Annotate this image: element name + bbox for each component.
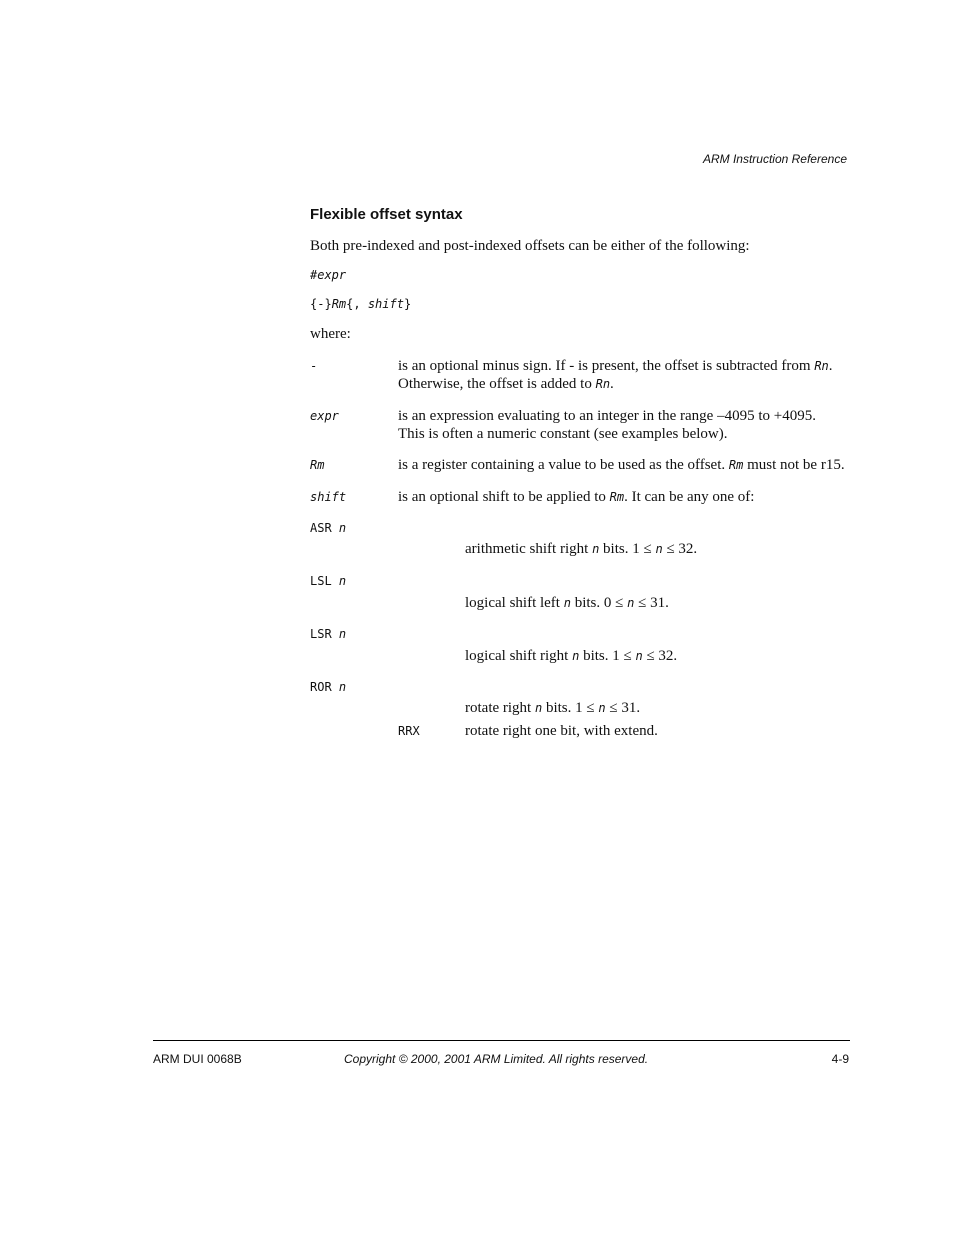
desc-text: . It can be any one of: <box>624 489 755 505</box>
syntax-open: {-} <box>310 297 332 311</box>
desc-text: arithmetic shift right <box>465 541 593 557</box>
desc-text: bits. 0 ≤ <box>570 595 628 611</box>
desc-text: ≤ 31. <box>605 700 641 716</box>
desc-text: is an optional shift to be applied to <box>398 489 610 505</box>
code-rm: Rm <box>728 458 744 472</box>
footer-divider <box>153 1040 850 1041</box>
var-n: n <box>635 649 643 663</box>
shift-n: n <box>338 521 347 535</box>
desc-minus <box>398 357 850 393</box>
desc-text: . <box>828 358 833 374</box>
desc-text: bits. 1 ≤ <box>542 700 599 716</box>
var-n: n <box>534 701 543 715</box>
desc-text: logical shift right <box>465 648 573 664</box>
term-shift: shift <box>310 490 347 504</box>
desc-rm <box>398 456 858 474</box>
desc-text: is a register containing a value to be used as the offset. <box>398 457 729 473</box>
var-n: n <box>592 542 600 556</box>
footer-page-number: 4-9 <box>831 1052 849 1066</box>
var-n: n <box>598 701 606 715</box>
shift-asr-desc <box>465 540 697 558</box>
intro-paragraph: Both pre-indexed and post-indexed offsets can be either of the following: <box>310 238 750 254</box>
var-n: n <box>563 596 571 610</box>
shift-ror-op <box>310 680 346 694</box>
section-heading: Flexible offset syntax <box>310 206 463 223</box>
shift-lsl-op <box>310 574 346 588</box>
desc-text: is an optional minus sign. If - is present, the offset is subtracted from <box>398 358 815 374</box>
syntax-rm: Rm <box>331 297 347 311</box>
term-minus: - <box>310 359 318 373</box>
desc-minus-line1 <box>398 357 850 375</box>
shift-n: n <box>338 574 347 588</box>
desc-text: ≤ 32. <box>662 541 698 557</box>
term-rm: Rm <box>310 458 325 472</box>
shift-rrx-desc: rotate right one bit, with extend. <box>465 723 658 739</box>
desc-text: must not be r15. <box>743 457 845 473</box>
desc-text: Otherwise, the offset is added to <box>398 376 596 392</box>
syntax-register <box>310 297 411 311</box>
running-header: ARM Instruction Reference <box>702 152 847 166</box>
desc-text: . <box>610 376 614 392</box>
desc-minus-line2 <box>398 375 850 393</box>
shift-lsl-desc <box>465 594 669 612</box>
desc-text: ≤ 31. <box>634 595 669 611</box>
desc-text: rotate right <box>465 700 535 716</box>
shift-lsr-op <box>310 627 346 641</box>
shift-n: n <box>338 680 347 694</box>
shift-n: n <box>338 627 347 641</box>
shift-op: ROR <box>310 680 332 694</box>
shift-asr-op <box>310 521 346 535</box>
footer-doc-id: ARM DUI 0068B <box>153 1052 242 1066</box>
desc-text: bits. 1 ≤ <box>599 541 656 557</box>
where-label: where: <box>310 326 351 342</box>
shift-ror-desc <box>465 699 640 717</box>
desc-expr-line1: is an expression evaluating to an integer in the range –4095 to +4095. <box>398 408 816 424</box>
desc-text: logical shift left <box>465 595 564 611</box>
term-expr: expr <box>310 409 339 423</box>
var-n: n <box>655 542 663 556</box>
code-rm: Rm <box>609 490 625 504</box>
shift-op: ASR <box>310 521 332 535</box>
syntax-brace: {, <box>346 297 368 311</box>
shift-lsr-desc <box>465 647 677 665</box>
desc-expr <box>398 407 850 443</box>
desc-shift <box>398 488 850 506</box>
syntax-expr: #expr <box>310 268 347 282</box>
code-rn: Rn <box>814 359 829 373</box>
shift-rrx-op: RRX <box>398 724 420 738</box>
desc-text: bits. 1 ≤ <box>579 648 636 664</box>
desc-expr-line2: This is often a numeric constant (see examples below). <box>398 426 728 442</box>
syntax-close: } <box>403 297 412 311</box>
shift-op: LSL <box>310 574 332 588</box>
var-n: n <box>572 649 580 663</box>
var-n: n <box>627 596 635 610</box>
code-rn: Rn <box>595 377 611 391</box>
desc-text: ≤ 32. <box>642 648 678 664</box>
footer-copyright: Copyright © 2000, 2001 ARM Limited. All rights reserved. <box>344 1052 649 1066</box>
syntax-shift: shift <box>367 297 404 311</box>
shift-op: LSR <box>310 627 332 641</box>
